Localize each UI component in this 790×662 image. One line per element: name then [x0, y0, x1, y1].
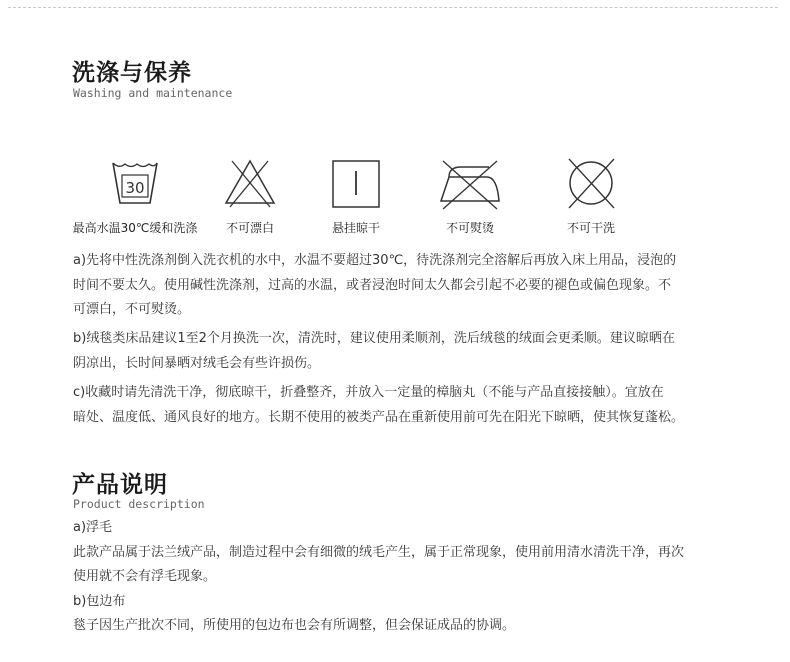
care-section-subtitle: Washing and maintenance [73, 86, 233, 100]
product-description-body [73, 516, 733, 639]
care-icon-iron [405, 155, 535, 236]
no-tumble-dry-icon [561, 155, 621, 211]
paragraph-line: 阴凉出，长时间暴晒对绒毛会有些许损伤。 [73, 355, 321, 371]
paragraph-line: 使用就不会有浮毛现象。 [73, 569, 217, 584]
care-icon-dryclean [526, 155, 656, 236]
paragraph-line: 暗处、温度低、通风良好的地方。长期不使用的被类产品在重新使用前可先在阳光下晾晒，使其恢复蓬松。 [73, 409, 685, 425]
no-iron-icon [435, 155, 505, 211]
care-paragraph-a [73, 249, 733, 323]
wash-30-icon [105, 155, 165, 211]
care-paragraph-b [73, 327, 733, 376]
care-section-title: 洗涤与保养 [72, 60, 192, 86]
care-icon-label: 不可干洗 [566, 221, 615, 235]
product-section-title: 产品说明 [72, 472, 168, 498]
care-icon-dry [291, 155, 421, 236]
care-icons-row [70, 155, 660, 245]
paragraph-line: c)收藏时请先清洗干净，彻底晾干，折叠整齐，并放入一定量的樟脑丸（不能与产品直接接触）。宜放在 [73, 385, 664, 400]
care-icon-label: 悬挂晾干 [331, 221, 380, 235]
line-dry-icon [326, 155, 386, 211]
care-icon-label: 不可熨烫 [445, 221, 494, 235]
paragraph-line: b)绒毯类床品建议1至2个月换洗一次，清洗时，建议使用柔顺剂，洗后绒毯的绒面会更柔顺。建议晾晒在 [73, 331, 675, 346]
care-icon-label: 最高水温30℃缓和洗涤 [72, 221, 198, 235]
paragraph-line: 时间不要太久。使用碱性洗涤剂，过高的水温，或者浸泡时间太久都会引起不必要的褪色或偏色现象。不 [73, 277, 672, 293]
product-item-heading-b: b)包边布 [73, 593, 126, 609]
wash-temperature-number: 30 [125, 179, 145, 197]
care-icon-wash [70, 155, 200, 236]
care-paragraph-c [73, 381, 733, 430]
no-bleach-icon [220, 155, 280, 211]
product-item-heading-a: a)浮毛 [73, 520, 113, 535]
paragraph-line: 可漂白，不可熨烫。 [73, 302, 191, 317]
product-section-subtitle: Product description [73, 497, 205, 511]
paragraph-line: 此款产品属于法兰绒产品，制造过程中会有细微的绒毛产生，属于正常现象，使用前用清水清洗干净，再次 [73, 544, 685, 560]
care-icon-label: 不可漂白 [225, 221, 274, 235]
paragraph-line: 毯子因生产批次不同，所使用的包边布也会有所调整，但会保证成品的协调。 [73, 618, 516, 633]
top-dashed-divider [8, 7, 778, 8]
paragraph-line: a)先将中性洗涤剂倒入洗衣机的水中，水温不要超过30℃，待洗涤剂完全溶解后再放入床上用品，浸泡的 [73, 253, 677, 268]
